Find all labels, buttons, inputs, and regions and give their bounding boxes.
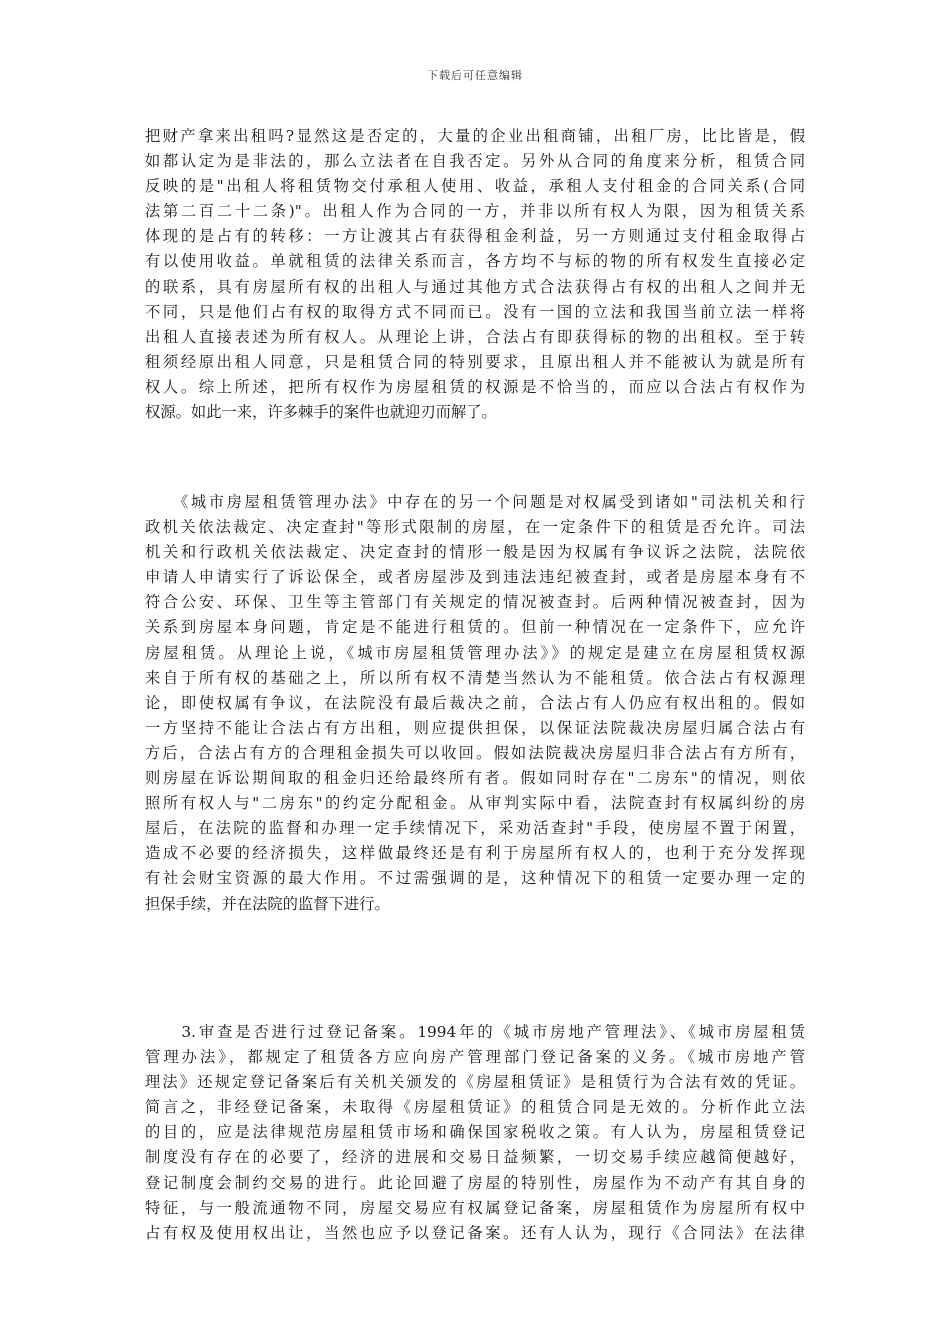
- text-line: 反映的是"出租人将租赁物交付承租人使用、收益，承租人支付租金的合同关系(合同: [145, 177, 805, 196]
- text-line: 的目的，应是法律规范房屋租赁市场和确保国家税收之策。有人认为，房屋租赁登记: [145, 1123, 805, 1142]
- text-line: 方后，合法占有方的合理租金损失可以收回。假如法院裁决房屋归非合法占有方所有，: [145, 743, 805, 762]
- text-line: 体现的是占有的转移：一方让渡其占有获得租金利益，另一方则通过支付租金取得占: [145, 227, 805, 246]
- text-line: 担保手续，并在法院的监督下进行。: [145, 894, 390, 913]
- text-line: 管理办法》，都规定了租赁各方应向房产管理部门登记备案的义务。《城市房地产管: [145, 1048, 805, 1067]
- text-line: 屋后，在法院的监督和办理一定手续情况下，采劝活查封"手段，使房屋不置于闲置，: [145, 819, 805, 838]
- text-line: 关系到房屋本身问题，肯定是不能进行租赁的。但前一种情况在一定条件下，应允许: [145, 618, 805, 637]
- text-line: 一方坚持不能让合法占有方出租，则应提供担保，以保证法院裁决房屋归属合法占有: [145, 718, 805, 737]
- text-line: 符合公安、环保、卫生等主管部门有关规定的情况被查封。后两种情况被查封，因为: [145, 593, 805, 612]
- text-line: 权人。综上所述，把所有权作为房屋租赁的权源是不恰当的，而应以合法占有权作为: [145, 377, 805, 396]
- text-line: 占有权及使用权出让，当然也应予以登记备案。还有人认为，现行《合同法》在法律: [145, 1223, 805, 1242]
- text-line: 法第二百二十二条)"。出租人作为合同的一方，并非以所有权人为限，因为租赁关系: [145, 202, 805, 221]
- text-line: 有社会财宝资源的最大作用。不过需强调的是，这种情况下的租赁一定要办理一定的: [145, 869, 805, 888]
- text-line: 造成不必要的经济损失，这样做最终还是有利于房屋所有权人的，也利于充分发挥现: [145, 844, 805, 863]
- text-line: 《城市房屋租赁管理办法》中存在的另一个问题是对权属受到诸如"司法机关和行: [145, 493, 805, 511]
- paragraph-1: [145, 124, 805, 425]
- text-line: 申请人申请实行了诉讼保全，或者房屋涉及到违法违纪被查封，或者是房屋本身有不: [145, 568, 805, 587]
- text-line: 的联系，具有房屋所有权的出租人与通过其他方式合法获得占有权的出租人之间并无: [145, 277, 805, 296]
- text-line: 权源。如此一来，许多棘手的案件也就迎刃而解了。: [145, 403, 497, 422]
- text-line: 有以使用收益。单就租赁的法律关系而言，各方均不与标的物的所有权发生直接必定: [145, 252, 805, 271]
- text-line: 机关和行政机关依法裁定、决定查封的情形一般是因为权属有争议诉之法院，法院依: [145, 543, 805, 562]
- text-line: 政机关依法裁定、决定查封"等形式限制的房屋，在一定条件下的租赁是否允许。司法: [145, 518, 805, 537]
- text-line: 租须经原出租人同意，只是租赁合同的特别要求，且原出租人并不能被认为就是所有: [145, 352, 805, 371]
- text-line: 房屋租赁。从理论上说，《城市房屋租赁管理办法》》的规定是建立在房屋租赁权源: [145, 643, 805, 662]
- paragraph-3: [145, 1020, 805, 1246]
- text-line: 理法》还规定登记备案后有关机关颁发的《房屋租赁证》是租赁行为合法有效的凭证。: [145, 1073, 805, 1092]
- text-line: 照所有权人与"二房东"的约定分配租金。从审判实际中看，法院查封有权属纠纷的房: [145, 794, 805, 813]
- text-line: 如都认定为是非法的，那么立法者在自我否定。另外从合同的角度来分析，租赁合同: [145, 152, 805, 171]
- text-line: 简言之，非经登记备案，未取得《房屋租赁证》的租赁合同是无效的。分析作此立法: [145, 1098, 805, 1117]
- text-line: 3.审查是否进行过登记备案。1994年的《城市房地产管理法》、《城市房屋租赁: [145, 1023, 805, 1041]
- text-line: 特征，与一般流通物不同，房屋交易应有权属登记备案，房屋租赁作为房屋所有权中: [145, 1198, 805, 1217]
- text-line: 不同，只是他们占有权的取得方式不同而已。没有一国的立法和我国当前立法一样将: [145, 302, 805, 321]
- text-line: 论，即使权属有争议，在法院没有最后裁决之前，合法占有人仍应有权出租的。假如: [145, 693, 805, 712]
- text-line: 登记制度会制约交易的进行。此论回避了房屋的特别性，房屋作为不动产有其自身的: [145, 1173, 805, 1192]
- text-line: 则房屋在诉讼期间取的租金归还给最终所有者。假如同时存在"二房东"的情况，则依: [145, 769, 805, 788]
- text-line: 把财产拿来出租吗?显然这是否定的，大量的企业出租商铺，出租厂房，比比皆是，假: [145, 127, 805, 145]
- page-header-note: 下载后可任意编辑: [427, 69, 523, 82]
- text-line: 出租人直接表述为所有权人。从理论上讲，合法占有即获得标的物的出租权。至于转: [145, 327, 805, 346]
- text-line: 来自于所有权的基础之上，所以所有权不清楚当然认为不能租赁。依合法占有权源理: [145, 668, 805, 687]
- text-line: 制度没有存在的必要了，经济的进展和交易日益频繁，一切交易手续应越简便越好，: [145, 1148, 805, 1167]
- paragraph-2: [145, 490, 805, 917]
